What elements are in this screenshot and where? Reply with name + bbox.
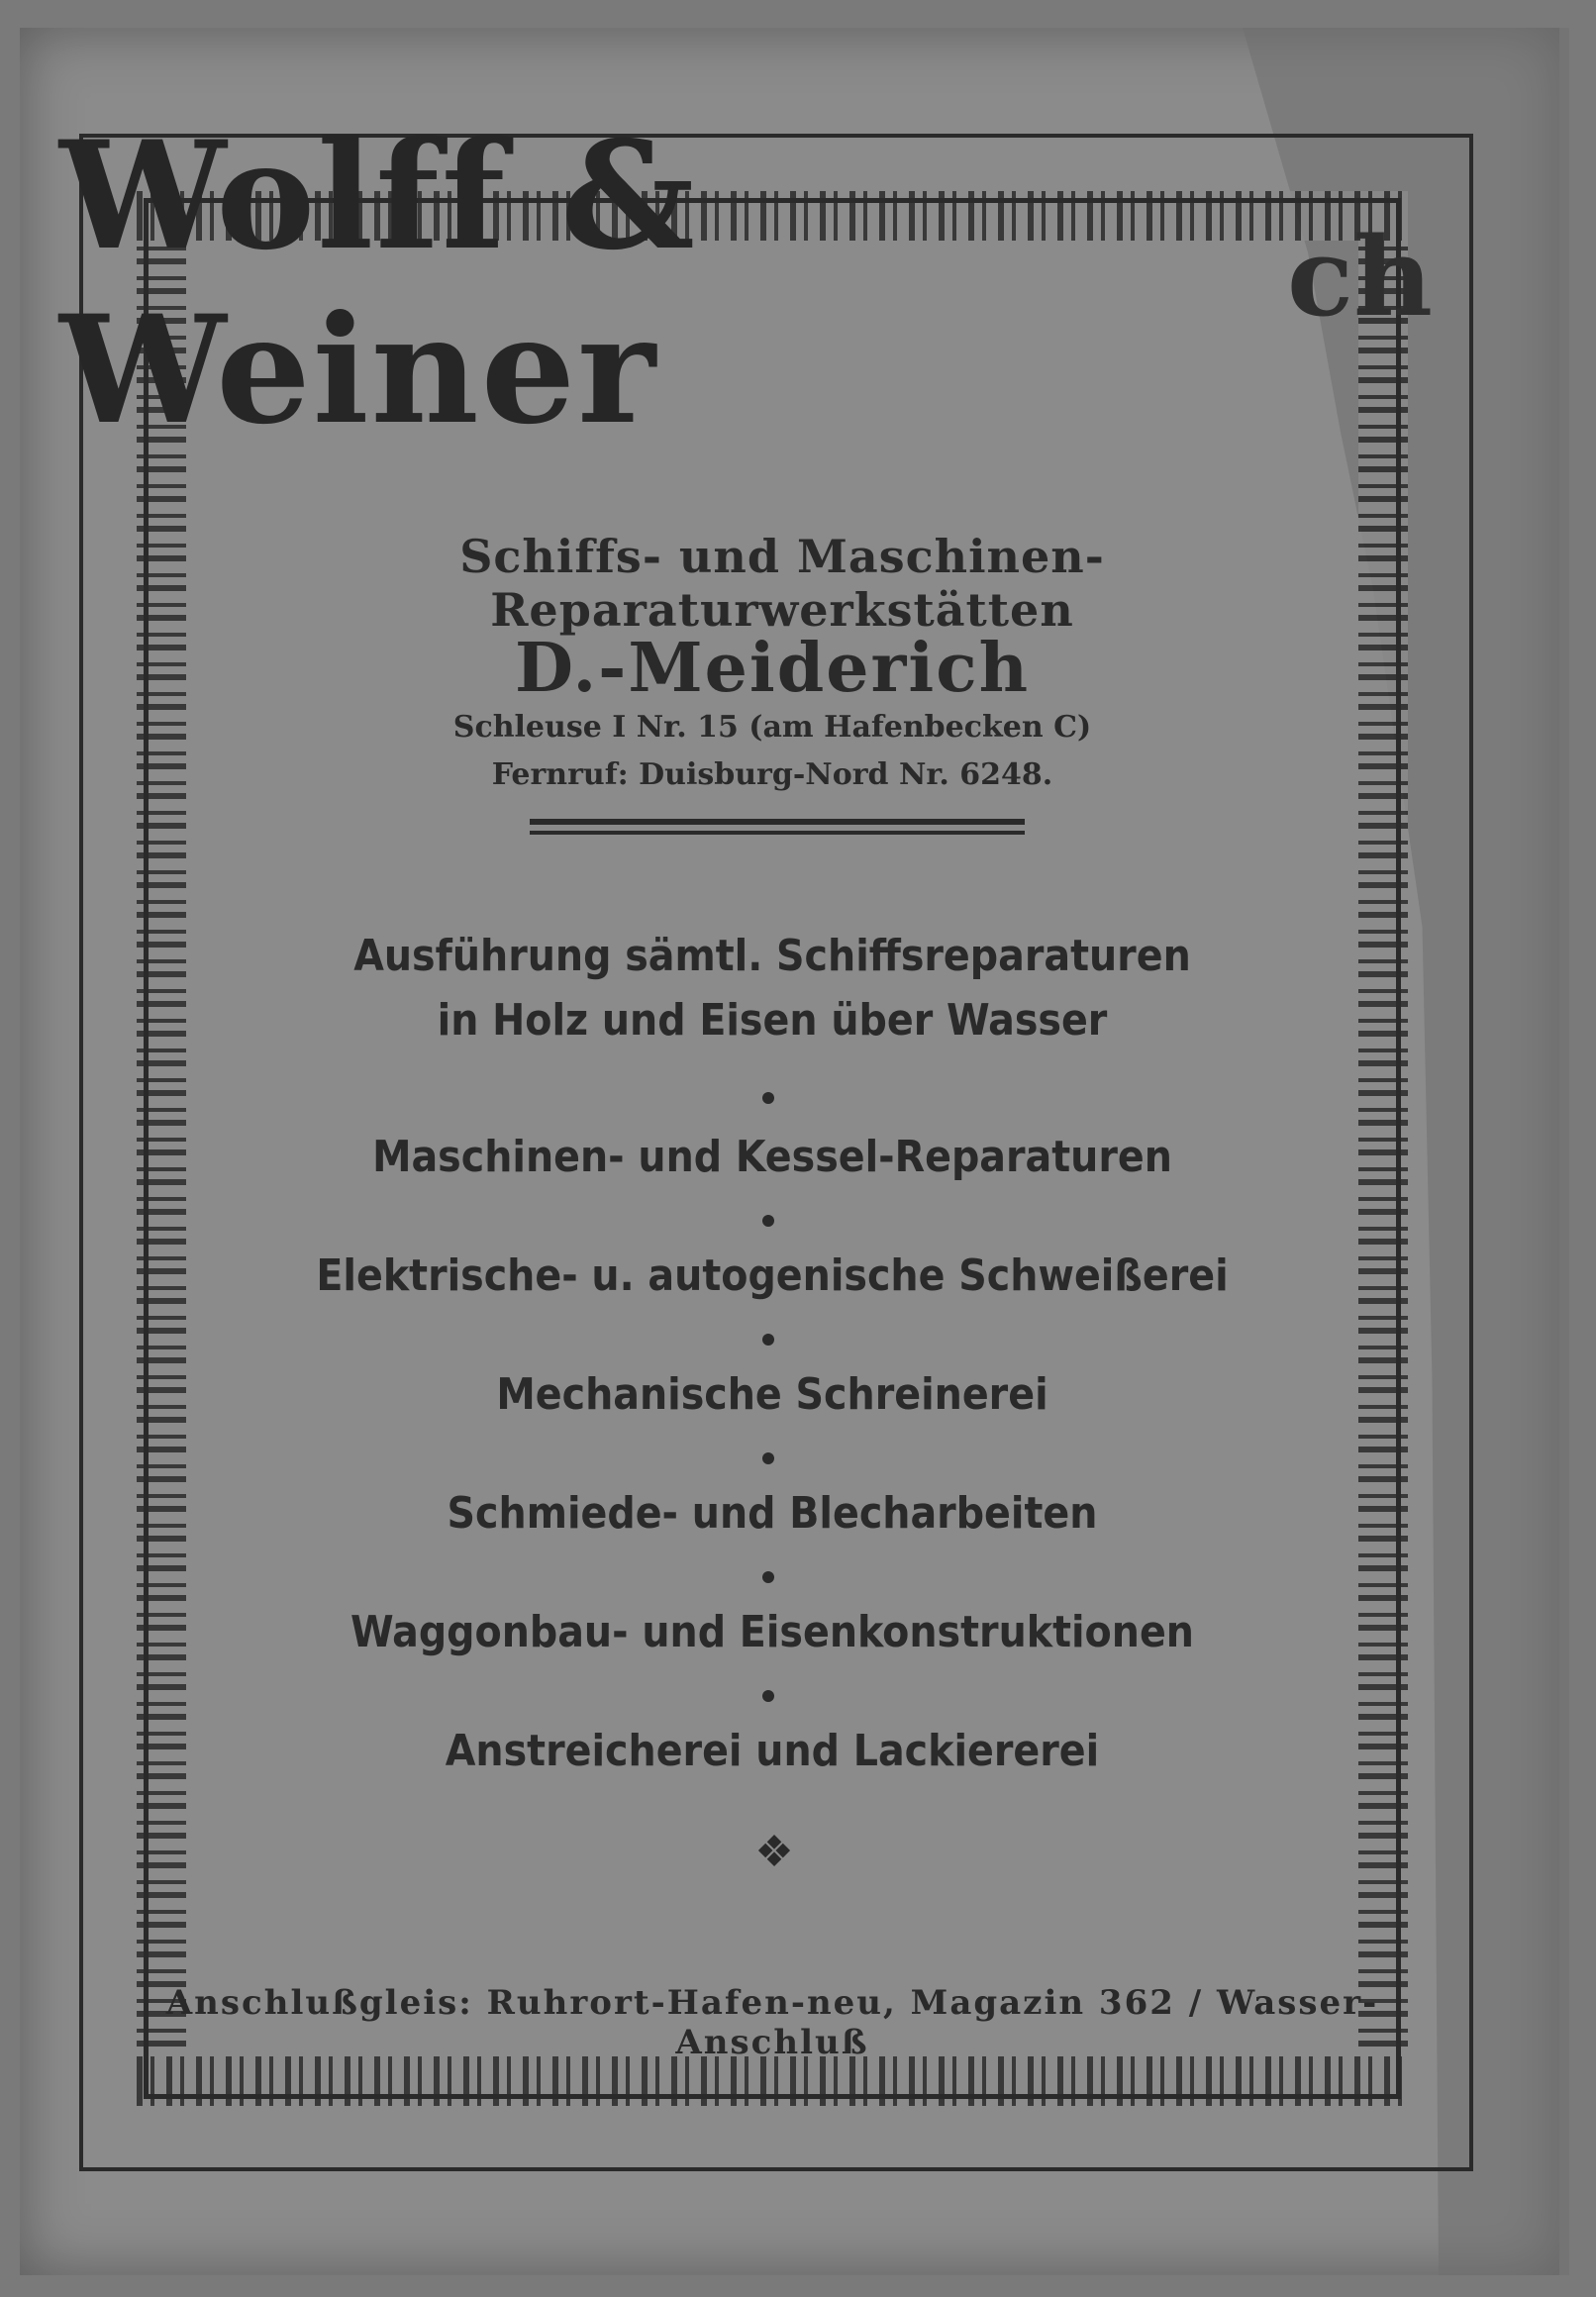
phone-line: Fernruf: Duisburg-Nord Nr. 6248. xyxy=(491,757,1053,792)
service-item: Waggonbau- und Eisenkonstruktionen xyxy=(350,1607,1194,1657)
service-item: Anstreicherei und Lackiererei xyxy=(445,1726,1100,1776)
service-item: Schmiede- und Blecharbeiten xyxy=(447,1488,1098,1539)
divider-rule xyxy=(530,819,1025,825)
diamond-ornament-icon: ❖ xyxy=(754,1827,794,1877)
bullet-dot xyxy=(762,1334,774,1346)
bullet-dot xyxy=(762,1092,774,1104)
subtitle: Schiffs- und Maschinen-Reparaturwerkstätten xyxy=(459,530,1105,637)
service-item: Elektrische- u. autogenische Schweißerei xyxy=(316,1250,1229,1301)
service-item: Mechanische Schreinerei xyxy=(496,1369,1048,1420)
address-line: Schleuse I Nr. 15 (am Hafenbecken C) xyxy=(452,710,1092,745)
city-name: D.-Meiderich xyxy=(514,629,1031,708)
advertisement-content xyxy=(149,203,1396,2094)
service-item: Maschinen- und Kessel-Reparaturen xyxy=(372,1132,1172,1182)
service-item: in Holz und Eisen über Wasser xyxy=(437,995,1108,1046)
divider-rule xyxy=(530,831,1025,835)
company-name: Wolff & Weiner xyxy=(59,109,697,457)
bullet-dot xyxy=(762,1690,774,1702)
bullet-dot xyxy=(762,1571,774,1583)
service-item: Ausführung sämtl. Schiffsreparaturen xyxy=(353,931,1191,981)
bullet-dot xyxy=(762,1452,774,1464)
bullet-dot xyxy=(762,1215,774,1227)
footer-rail-info: Anschlußgleis: Ruhrort-Hafen-neu, Magazin 362 / Wasser-Anschluß xyxy=(165,1983,1379,2062)
torn-text-fragment: ch xyxy=(1287,213,1433,341)
